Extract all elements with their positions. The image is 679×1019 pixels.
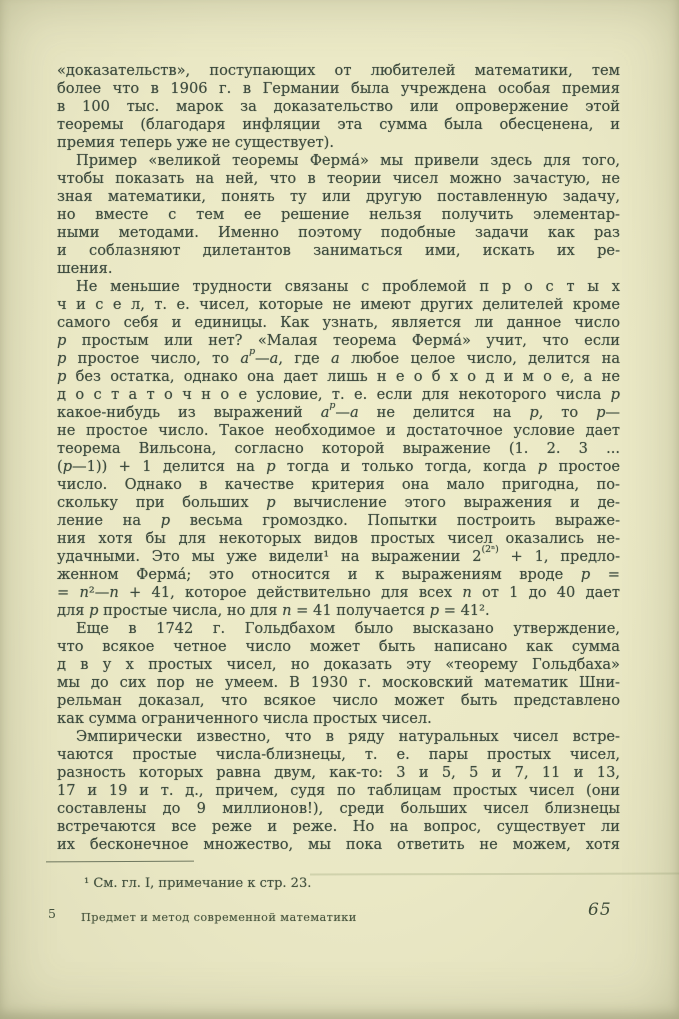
text-line: не простое число. Такое необходимое и достаточное условие дает — [57, 422, 620, 439]
footnote-rule — [46, 861, 194, 863]
page-number: 65 — [588, 900, 612, 920]
text-block — [57, 62, 620, 854]
text-line: д в у х простых чисел, но доказать эту «теорему Гольдбаха» — [57, 656, 620, 673]
text-line: шения. — [57, 260, 113, 277]
text-line: разность которых равна двум, как-то: 3 и 5, 5 и 7, 11 и 13, — [57, 764, 620, 781]
text-line: как сумма ограниченного числа простых чисел. — [57, 710, 432, 727]
text-line: что всякое четное число может быть написано как сумма — [57, 638, 620, 655]
text-line: удачными. Это мы уже видели¹ на выражении $2^{(2^n)} + 1$, предло- — [57, 543, 620, 565]
text-line: Пример «великой теоремы Ферма́» мы привели здесь для того, — [76, 152, 620, 169]
text-line: рельман доказал, что всякое число может быть представлено — [57, 692, 620, 709]
text-line: но вместе с тем ее решение нельзя получить элементар- — [57, 206, 620, 223]
text-line: женном Ферма́; это относится и к выражениям вроде p = — [57, 566, 620, 583]
text-line: скольку при больших p вычисление этого выражения и де- — [57, 494, 620, 511]
text-line: самого себя и единицы. Как узнать, является ли данное число — [57, 314, 620, 331]
paragraph — [57, 278, 620, 620]
text-line: число. Однако в качестве критерия она мало пригодна, по- — [57, 476, 620, 493]
text-line: премия теперь уже не существует). — [57, 134, 334, 151]
text-line: более что в 1906 г. в Германии была учреждена особая премия — [57, 80, 620, 97]
text-line: ния хотя бы для некоторых видов простых чисел оказались не- — [57, 530, 620, 547]
signature-mark: 5 — [48, 906, 56, 921]
text-line: ными методами. Именно поэтому подобные задачи как раз — [57, 224, 620, 241]
text-line: p простое число, то $a^p—a$, где a любое целое число, делится на — [57, 345, 621, 367]
text-line: Не меньшие трудности связаны с проблемой п р о с т ы х — [76, 278, 620, 295]
text-line: зная математики, понять ту или другую поставленную задачу, — [57, 188, 620, 205]
paragraph — [57, 620, 620, 728]
text-line: Эмпирически известно, что в ряду натуральных чисел встре- — [76, 728, 620, 745]
text-line: Еще в 1742 г. Гольдбахом было высказано утверждение, — [76, 620, 620, 637]
text-line: встречаются все реже и реже. Но на вопрос, существует ли — [57, 818, 620, 835]
text-line: их бесконечное множество, мы пока ответить не можем, хотя — [57, 836, 620, 853]
text-line: теоремы (благодаря инфляции эта сумма была обесценена, и — [57, 116, 620, 133]
scan-artifact — [310, 873, 679, 876]
text-line: = n²—n + 41, которое действительно для всех n от 1 до 40 дает — [57, 584, 621, 601]
text-line: p без остатка, однако она дает лишь н е о б х о д и м о е, а не — [57, 368, 620, 385]
text-line: p простым или нет? «Малая теорема Ферма́» учит, что если — [57, 332, 620, 349]
text-line: мы до сих пор не умеем. В 1930 г. московский математик Шни- — [57, 674, 620, 691]
paragraph — [57, 62, 620, 152]
text-line: (p—1)) + 1 делится на p тогда и только тогда, когда p простое — [57, 458, 620, 475]
text-line: теорема Вильсона, согласно которой выражение (1. 2. 3 ... — [57, 440, 620, 457]
text-line: д о с т а т о ч н о е условие, т. е. если для некоторого числа p — [57, 386, 620, 403]
text-line: какое-нибудь из выражений $a^p—a$ не делится на p, то p— — [57, 399, 621, 421]
text-line: чтобы показать на ней, что в теории чисел можно зачастую, не — [57, 170, 620, 187]
text-line: для p простые числа, но для n = 41 получается p = 41². — [57, 602, 490, 619]
text-line: составлены до 9 миллионов!), среди больших чисел близнецы — [57, 800, 620, 817]
text-line: ление на p весьма громоздко. Попытки построить выраже- — [57, 512, 620, 529]
text-line: ч и с е л, т. е. чисел, которые не имеют других делителей кроме — [57, 296, 620, 313]
text-line: чаются простые числа-близнецы, т. е. пары простых чисел, — [57, 746, 620, 763]
text-line: в 100 тыс. марок за доказательство или опровержение этой — [57, 98, 620, 115]
text-line: и соблазняют дилетантов заниматься ими, искать их ре- — [57, 242, 620, 259]
text-line: 17 и 19 и т. д., причем, судя по таблицам простых чисел (они — [57, 782, 620, 799]
footnote: ¹ См. гл. I, примечание к стр. 23. — [84, 876, 312, 891]
paragraph — [57, 728, 620, 854]
paragraph — [57, 152, 620, 278]
text-line: «доказательств», поступающих от любителей математики, тем — [57, 62, 620, 79]
running-title: Предмет и метод современной математики — [81, 911, 357, 924]
